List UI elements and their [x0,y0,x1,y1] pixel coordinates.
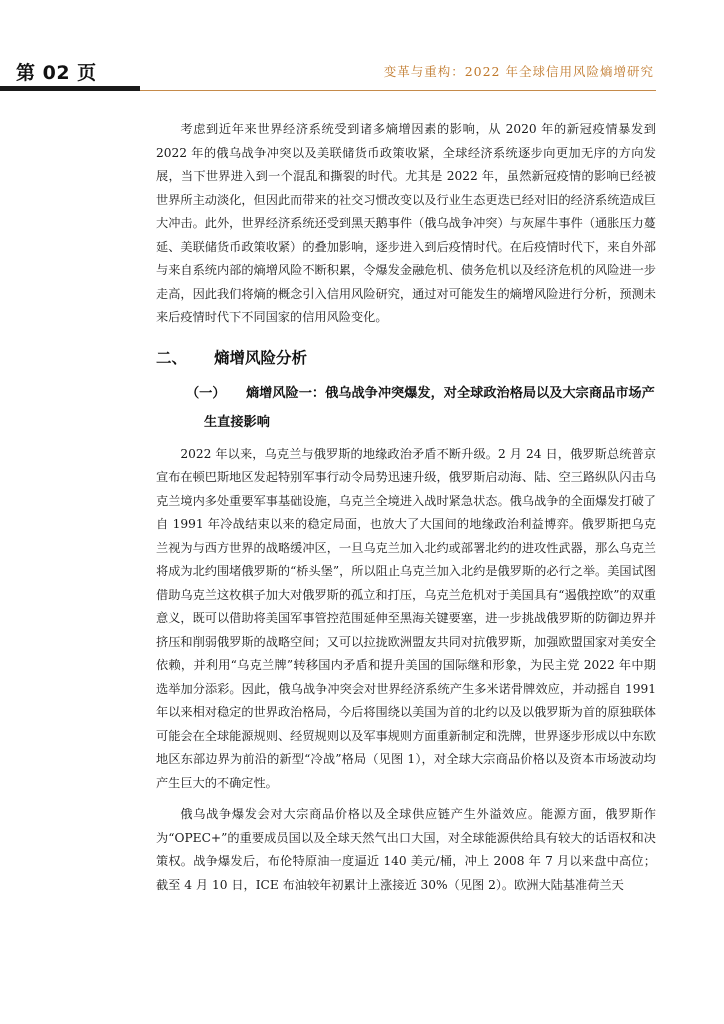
body-paragraph: 2022 年以来，乌克兰与俄罗斯的地缘政治矛盾不断升级。2 月 24 日，俄罗斯总统普京宣布在顿巴斯地区发起特别军事行动令局势迅速升级，俄罗斯启动海、陆、空三路纵队闪击乌克兰境内多处重要军事基础设施，乌克兰全境进入战时紧急状态。俄乌战争的全面爆发打破了自 1991 年冷战结束以来的稳定局面，也放大了大国间的地缘政治利益博弈。俄罗斯把乌克兰视为与西方世界的战略缓冲区，一旦乌克兰加入北约或部署北约的进攻性武器，那么乌克兰将成为北约围堵俄罗斯的“桥头堡”，所以阻止乌克兰加入北约是俄罗斯的必行之举。美国试图借助乌克兰这枚棋子加大对俄罗斯的孤立和打压，乌克兰危机对于美国具有“遏俄控欧”的双重意义，既可以借助将美国军事管控范围延伸至黑海关键要塞，进一步挑战俄罗斯的防御边界并挤压和削弱俄罗斯的战略空间；又可以拉拢欧洲盟友共同对抗俄罗斯，加强欧盟国家对美安全依赖，并利用“乌克兰牌”转移国内矛盾和提升美国的国际继和形象，为民主党 2022 年中期选举加分添彩。因此，俄乌战争冲突会对世界经济系统产生多米诺骨牌效应，并动摇自 1991 年以来相对稳定的世界政治格局，今后将围绕以美国为首的北约以及以俄罗斯为首的原独联体可能会在全球能源规则、经贸规则以及军事规则方面重新制定和洗牌，世界逐步形成以中东欧地区东部边界为前沿的新型“冷战”格局（见图 1），对全球大宗商品价格以及资本市场波动均产生巨大的不确定性。 [156,446,656,790]
body-paragraph: 俄乌战争爆发会对大宗商品价格以及全球供应链产生外溢效应。能源方面，俄罗斯作为“OPEC+”的重要成员国以及全球天然气出口大国，对全球能源供给具有较大的话语权和决策权。战争爆发后，布伦特原油一度逼近 140 美元/桶，冲上 2008 年 7 月以来盘中高位；截至 4 月 10 日，ICE 布油较年初累计上涨接近 30%（见图 2）。欧洲大陆基准荷兰天 [156,807,656,892]
header-rule-dark [0,86,140,91]
document-body [156,118,656,897]
section-title: 熵增风险分析 [214,348,308,367]
section-number: 二、 [156,348,188,367]
subsection-number: （一） [186,385,226,401]
page-header [0,0,724,100]
intro-paragraph: 考虑到近年来世界经济系统受到诸多熵增因素的影响，从 2020 年的新冠疫情暴发到 2022 年的俄乌战争冲突以及美联储货币政策收紧，全球经济系统逐步向更加无序的方向发展，当下世界进入到一个混乱和撕裂的时代。尤其是 2022 年，虽然新冠疫情的影响已经被世界所主动淡化，但因此而带来的社交习惯改变以及行业生态更迭已经对旧的经济系统造成巨大冲击。此外，世界经济系统还受到黑天鹅事件（俄乌战争冲突）与灰犀牛事件（通胀压力蔓延、美联储货币政策收紧）的叠加影响，逐步进入到后疫情时代。在后疫情时代下，来自外部与来自系统内部的熵增风险不断积累，令爆发金融危机、债务危机以及经济危机的风险进一步走高，因此我们将熵的概念引入信用风险研究，通过对可能发生的熵增风险进行分析，预测未来后疫情时代下不同国家的信用风险变化。 [156,122,656,324]
report-title: 变革与重构：2022 年全球信用风险熵增研究 [383,64,654,79]
section-heading [156,343,656,373]
header-rule-accent [140,90,656,91]
subsection-heading [174,379,656,437]
subsection-title: 熵增风险一：俄乌战争冲突爆发，对全球政治格局以及大宗商品市场产生直接影响 [204,385,655,430]
page-number: 第 02 页 [16,62,97,84]
